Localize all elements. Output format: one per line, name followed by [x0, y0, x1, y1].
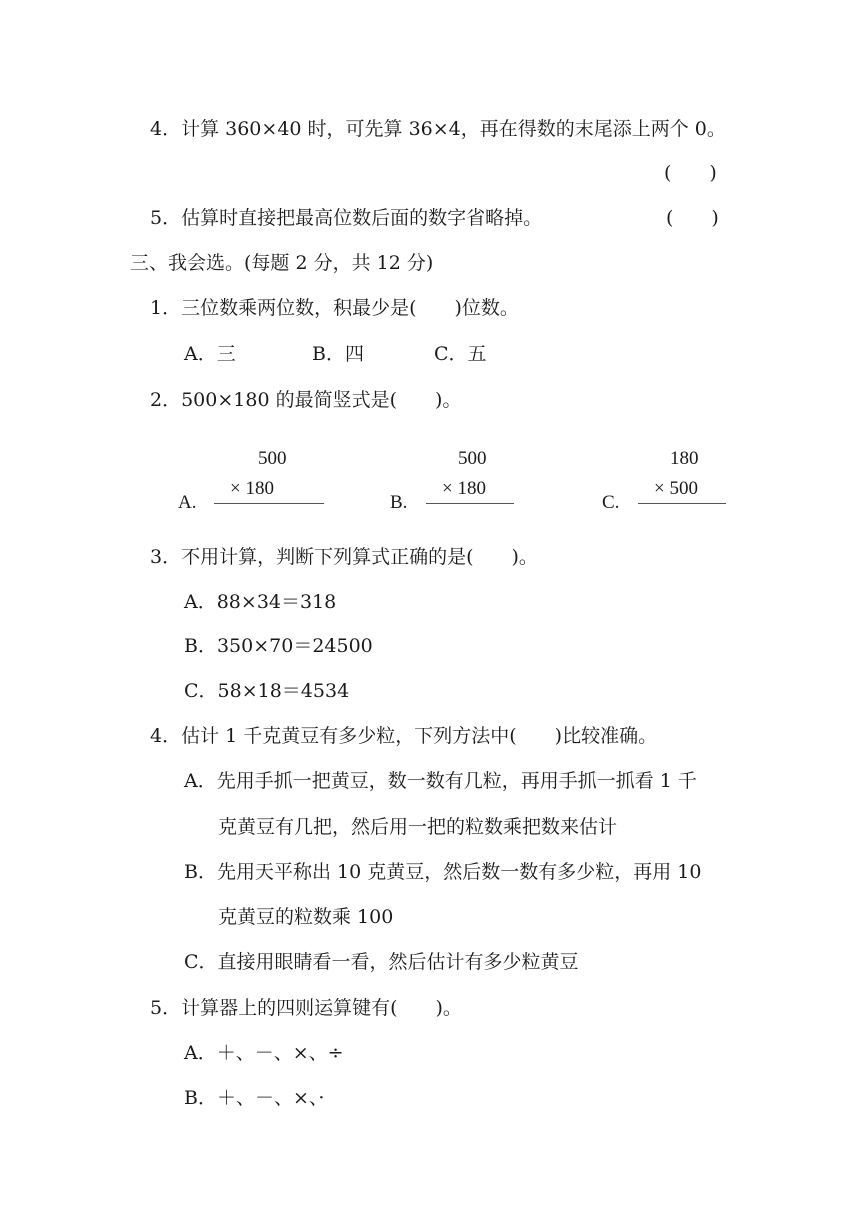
- choice-question-3: 3．不用计算，判断下列算式正确的是( )。: [150, 546, 538, 568]
- option-c[interactable]: C．58×18＝4534: [184, 680, 350, 702]
- choice-question-1: 1．三位数乘两位数，积最少是( )位数。: [150, 297, 519, 319]
- multiplicand: 180: [670, 448, 699, 469]
- vertical-calculation-c[interactable]: [600, 448, 750, 518]
- choice-question-5: 5．计算器上的四则运算键有( )。: [150, 997, 462, 1019]
- calculation-rule: [214, 503, 324, 504]
- choice-question-4: 4．估计 1 千克黄豆有多少粒，下列方法中( )比较准确。: [150, 725, 658, 747]
- choice-question-2: 2．500×180 的最简竖式是( )。: [150, 389, 462, 411]
- option-label: C.: [602, 492, 620, 513]
- option-label: B.: [390, 492, 408, 513]
- option-b[interactable]: B．四: [312, 343, 364, 365]
- multiplier: × 180: [442, 478, 486, 499]
- multiplier: × 180: [230, 478, 274, 499]
- vertical-calculation-b[interactable]: [388, 448, 538, 518]
- judge-question-4: 4．计算 360×40 时，可先算 36×4，再在得数的末尾添上两个 0。: [150, 118, 726, 140]
- multiplicand: 500: [258, 448, 287, 469]
- option-b[interactable]: B．＋、－、×、·: [184, 1087, 325, 1109]
- answer-parentheses[interactable]: ( ): [666, 207, 719, 229]
- answer-parentheses[interactable]: ( ): [664, 162, 717, 184]
- option-a-continued[interactable]: 克黄豆有几把，然后用一把的粒数乘把数来估计: [218, 816, 618, 838]
- option-b[interactable]: B．先用天平称出 10 克黄豆，然后数一数有多少粒，再用 10: [184, 861, 702, 883]
- multiplicand: 500: [458, 448, 487, 469]
- vertical-calculation-a[interactable]: [176, 448, 326, 518]
- option-c[interactable]: C．五: [434, 343, 487, 365]
- section-heading: 三、我会选。(每题 2 分，共 12 分): [130, 252, 434, 274]
- judge-question-5: 5．估算时直接把最高位数后面的数字省略掉。: [150, 207, 543, 229]
- calculation-rule: [638, 503, 726, 504]
- option-label: A.: [178, 492, 197, 513]
- option-b[interactable]: B．350×70＝24500: [184, 635, 373, 657]
- calculation-rule: [426, 503, 514, 504]
- option-c[interactable]: C．直接用眼睛看一看，然后估计有多少粒黄豆: [184, 951, 579, 973]
- option-a[interactable]: A．三: [184, 343, 236, 365]
- option-a[interactable]: A．＋、－、×、÷: [184, 1042, 344, 1064]
- option-b-continued[interactable]: 克黄豆的粒数乘 100: [218, 906, 394, 928]
- option-a[interactable]: A．先用手抓一把黄豆，数一数有几粒，再用手抓一抓看 1 千: [184, 770, 697, 792]
- multiplier: × 500: [654, 478, 698, 499]
- option-a[interactable]: A．88×34＝318: [184, 591, 337, 613]
